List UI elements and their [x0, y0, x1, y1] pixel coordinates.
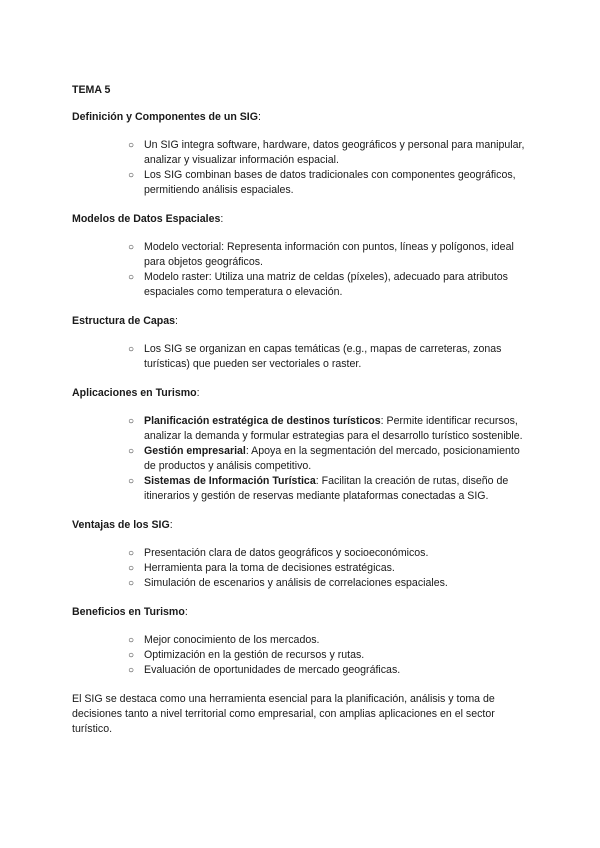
list-item — [128, 138, 532, 168]
section-heading-text: Ventajas de los SIG — [72, 519, 170, 531]
list-item — [128, 168, 532, 198]
list-item-text: : Facilitan la creación de rutas, diseño de itinerarios y gestión de reservas mediante plataformas conectadas a SIG. — [144, 475, 509, 502]
bullet-list — [72, 414, 532, 504]
hollow-circle-bullet-icon: ○ — [128, 665, 135, 676]
list-item — [128, 444, 532, 474]
list-item-text: Los SIG combinan bases de datos tradicionales con componentes geográficos, permitiendo análisis espaciales. — [144, 169, 516, 196]
bullet-list — [72, 546, 532, 591]
hollow-circle-bullet-icon: ○ — [128, 242, 135, 253]
section-heading-colon: : — [258, 111, 261, 123]
hollow-circle-bullet-icon: ○ — [128, 548, 135, 559]
section-heading — [72, 110, 532, 125]
list-item — [128, 546, 532, 561]
list-item — [128, 414, 532, 444]
section-heading — [72, 605, 532, 620]
list-item-bold-term: Gestión empresarial — [144, 445, 246, 457]
hollow-circle-bullet-icon: ○ — [128, 563, 135, 574]
list-item-bold-term: Planificación estratégica de destinos turísticos — [144, 415, 381, 427]
list-item-text: Un SIG integra software, hardware, datos geográficos y personal para manipular, analizar y visualizar información espacial. — [144, 139, 525, 166]
closing-paragraph: El SIG se destaca como una herramienta esencial para la planificación, análisis y toma de decisiones tanto a nivel territorial como empresarial, con amplias aplicaciones en el sector turístico. — [72, 693, 495, 735]
section-heading-colon: : — [169, 519, 173, 531]
list-item-text: Los SIG se organizan en capas temáticas (e.g., mapas de carreteras, zonas turísticas) que pueden ser vectoriales o raster. — [144, 343, 502, 370]
list-item-text: Evaluación de oportunidades de mercado geográficas. — [144, 664, 401, 676]
hollow-circle-bullet-icon: ○ — [128, 650, 135, 661]
list-item — [128, 576, 532, 591]
section-heading-colon: : — [184, 606, 188, 618]
list-item-text: Optimización en la gestión de recursos y rutas. — [144, 649, 365, 661]
section-heading — [72, 518, 532, 533]
hollow-circle-bullet-icon: ○ — [128, 170, 135, 181]
bullet-list — [72, 342, 532, 372]
list-item-text: Modelo raster: Utiliza una matriz de celdas (píxeles), adecuado para atributos espaciales como temperatura o elevación. — [144, 271, 508, 298]
section-heading-colon: : — [220, 213, 224, 225]
sections-container — [72, 110, 532, 678]
section-heading — [72, 386, 532, 401]
bullet-list — [72, 240, 532, 300]
list-item — [128, 663, 532, 678]
list-item — [128, 342, 532, 372]
section-heading-text: Aplicaciones en Turismo — [72, 387, 197, 399]
hollow-circle-bullet-icon: ○ — [128, 416, 135, 427]
hollow-circle-bullet-icon: ○ — [128, 446, 135, 457]
list-item-bold-term: Sistemas de Información Turística — [144, 475, 316, 487]
hollow-circle-bullet-icon: ○ — [128, 140, 135, 151]
section-heading — [72, 314, 532, 329]
page-title: TEMA 5 — [72, 84, 111, 96]
hollow-circle-bullet-icon: ○ — [128, 476, 135, 487]
list-item — [128, 633, 532, 648]
list-item — [128, 561, 532, 576]
list-item — [128, 474, 532, 504]
list-item-text: Presentación clara de datos geográficos y socioeconómicos. — [144, 547, 429, 559]
list-item-text: : Permite identificar recursos, analizar la demanda y formular estrategias para el desarrollo turístico sostenible. — [144, 415, 523, 442]
list-item-text: Simulación de escenarios y análisis de correlaciones espaciales. — [144, 577, 448, 589]
list-item-text: Mejor conocimiento de los mercados. — [144, 634, 320, 646]
section-heading-text: Definición y Componentes de un SIG — [72, 111, 258, 123]
bullet-list — [72, 138, 532, 198]
list-item — [128, 648, 532, 663]
list-item-text: : Apoya en la segmentación del mercado, posicionamiento de productos y análisis competitivo. — [144, 445, 520, 472]
document-page — [72, 83, 532, 737]
hollow-circle-bullet-icon: ○ — [128, 635, 135, 646]
hollow-circle-bullet-icon: ○ — [128, 272, 135, 283]
list-item-text: Herramienta para la toma de decisiones estratégicas. — [144, 562, 395, 574]
section-heading-text: Modelos de Datos Espaciales — [72, 213, 221, 225]
hollow-circle-bullet-icon: ○ — [128, 578, 135, 589]
list-item-text: Modelo vectorial: Representa información con puntos, líneas y polígonos, ideal para objetos geográficos. — [144, 241, 514, 268]
section-heading-text: Estructura de Capas — [72, 315, 176, 327]
section-heading-text: Beneficios en Turismo — [72, 606, 185, 618]
section-heading — [72, 212, 532, 227]
section-heading-colon: : — [196, 387, 200, 399]
list-item — [128, 240, 532, 270]
section-heading-colon: : — [175, 315, 178, 327]
bullet-list — [72, 633, 532, 678]
hollow-circle-bullet-icon: ○ — [128, 344, 135, 355]
list-item — [128, 270, 532, 300]
